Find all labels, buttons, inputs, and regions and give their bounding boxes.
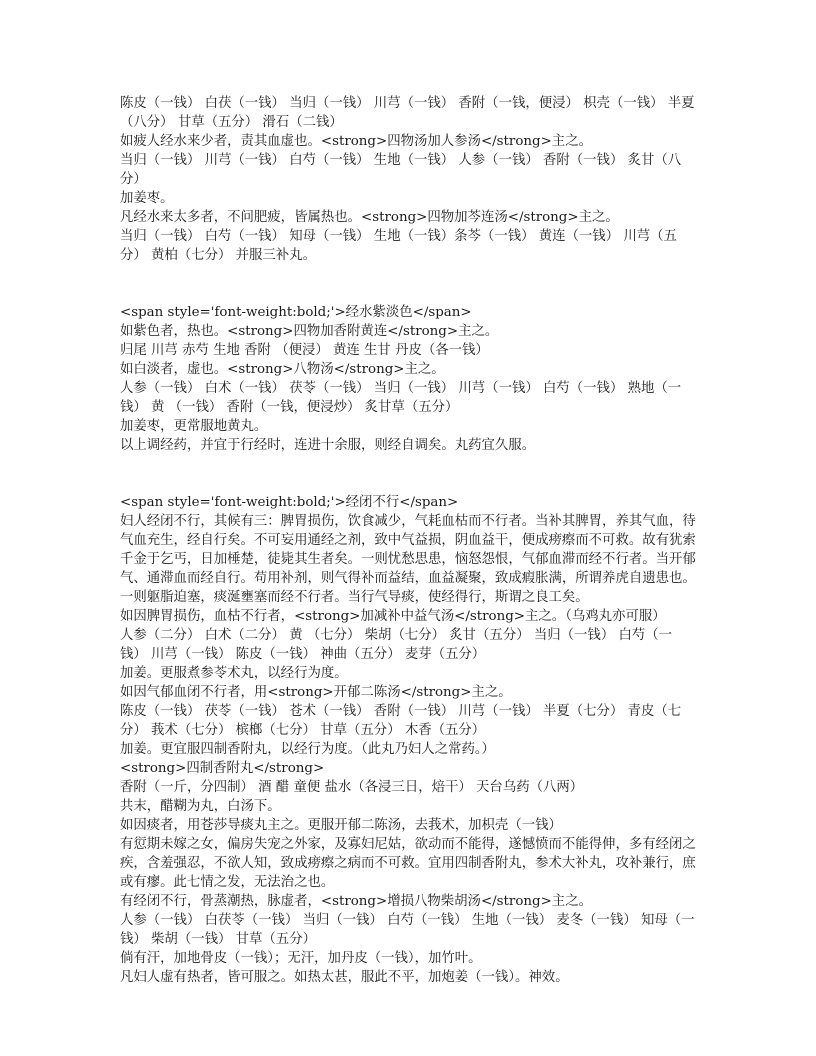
section-menstrual-color [120,303,698,455]
paragraph: 倘有汗，加地骨皮（一钱）；无汗，加丹皮（一钱），加竹叶。 [120,951,482,966]
paragraph: 如因痰者，用苍莎导痰丸主之。更服开郁二陈汤，去莪术，加枳壳（一钱） [120,818,562,833]
paragraph: 有经闭不行，骨蒸潮热，脉虚者，<strong>增损八物柴胡汤</strong>主之。 [120,894,592,909]
paragraph: 如疲人经水来少者，责其血虚也。<strong>四物汤加人参汤</strong>主之。 [120,134,592,149]
ingredient-list: 当归（一钱） 白芍（一钱） 知母（一钱） 生地（一钱）条芩（一钱） 黄连（一钱） 川芎（五分） 黄柏（七分） 并服三补丸。 [120,229,677,263]
paragraph: 有愆期未嫁之女，偏房失宠之外家，及寡妇尼姑，欲动而不能得，遂憾愤而不能得伸，多有经闭之疾，含羞强忍，不欲人知，致成痨瘵之病而不可救。宜用四制香附丸，参术大补丸，攻补兼行，庶或有瘳。此七情之发，无法治之也。 [120,837,696,890]
ingredient-list: 陈皮（一钱） 白茯（一钱） 当归（一钱） 川芎（一钱） 香附（一钱，便浸） 枳壳（一钱） 半夏（八分） 甘草（五分） 滑石（二钱） [120,96,695,130]
paragraph: 妇人经闭不行，其候有三：脾胃损伤，饮食减少，气耗血枯而不行者。当补其脾胃，养其气血，待气血充生，经自行矣。不可妄用通经之剂，致中气益损，阴血益干，便成痨瘵而不可救。故有犹索千金于乞丐，日加棰楚，徒毙其生者矣。一则忧愁思患，恼怒怨恨，气郁血滞而经不行者。当开郁气、通滞血而经自行。苟用补剂，则气得补而益结，血益凝聚，致成瘕胀满，所谓养虎自遗患也。一则躯脂迫塞，痰涎壅塞而经不行者。当行气导痰，使经得行，斯谓之良工矣。 [120,514,696,605]
ingredient-list: 人参（一钱） 白术（一钱） 茯苓（一钱） 当归（一钱） 川芎（一钱） 白芍（一钱） 熟地（一钱） 黄 （一钱） 香附（一钱，便浸炒） 炙甘草（五分） [120,381,682,415]
paragraph: 共末，醋糊为丸，白汤下。 [120,799,281,814]
ingredient-list: 陈皮（一钱） 茯苓（一钱） 苍术（一钱） 香附（一钱） 川芎（一钱） 半夏（七分） 青皮（七分） 莪术（七分） 槟榔（七分） 甘草（五分） 木香（五分） [120,704,682,738]
section-menstrual-volume-formulas [120,94,698,265]
paragraph: 加姜。更服煮参苓术丸，以经行为度。 [120,666,348,681]
section-heading: <span style='font-weight:bold;'>经水紫淡色</span> [120,305,472,320]
paragraph: 加姜枣，更常服地黄丸。 [120,419,268,434]
paragraph: 如紫色者，热也。<strong>四物加香附黄连</strong>主之。 [120,324,499,339]
ingredient-list: 香附（一斤，分四制） 酒 醋 童便 盐水（各浸三日，焙干） 天台乌药（八两） [120,780,584,795]
paragraph: 如白淡者，虚也。<strong>八物汤</strong>主之。 [120,362,445,377]
paragraph: 凡妇人虚有热者，皆可服之。如热太甚，服此不平，加炮姜（一钱）。神效。 [120,970,569,985]
formula-name: <strong>四制香附丸</strong> [120,761,325,776]
paragraph: 加姜枣。 [120,191,174,206]
section-amenorrhea [120,493,698,987]
paragraph: 如因脾胃损伤，血枯不行者，<strong>加减补中益气汤</strong>主之。（乌鸡丸亦可服） [120,609,666,624]
ingredient-list: 归尾 川芎 赤芍 生地 香附 （便浸） 黄连 生甘 丹皮（各一钱） [120,343,489,358]
ingredient-list: 当归（一钱） 川芎（一钱） 白芍（一钱） 生地（一钱） 人参（一钱） 香附（一钱） 炙甘（八分） [120,153,682,187]
paragraph: 凡经水来太多者，不问肥疲，皆属热也。<strong>四物加芩连汤</strong>主之。 [120,210,619,225]
paragraph: 加姜。更宜服四制香附丸，以经行为度。（此丸乃妇人之常药。） [120,742,495,757]
ingredient-list: 人参（一钱） 白茯苓（一钱） 当归（一钱） 白芍（一钱） 生地（一钱） 麦冬（一钱） 知母（一钱） 柴胡（一钱） 甘草（五分） [120,913,695,947]
ingredient-list: 人参（二分） 白术（二分） 黄 （七分） 柴胡（七分） 炙甘（五分） 当归（一钱） 白芍（一钱） 川芎（一钱） 陈皮（一钱） 神曲（五分） 麦芽（五分） [120,628,673,662]
document-page [120,94,698,987]
paragraph: 以上调经药，并宜于行经时，连进十余服，则经自调矣。丸药宜久服。 [120,438,536,453]
section-heading: <span style='font-weight:bold;'>经闭不行</span> [120,495,459,510]
paragraph: 如因气郁血闭不行者，用<strong>开郁二陈汤</strong>主之。 [120,685,512,700]
